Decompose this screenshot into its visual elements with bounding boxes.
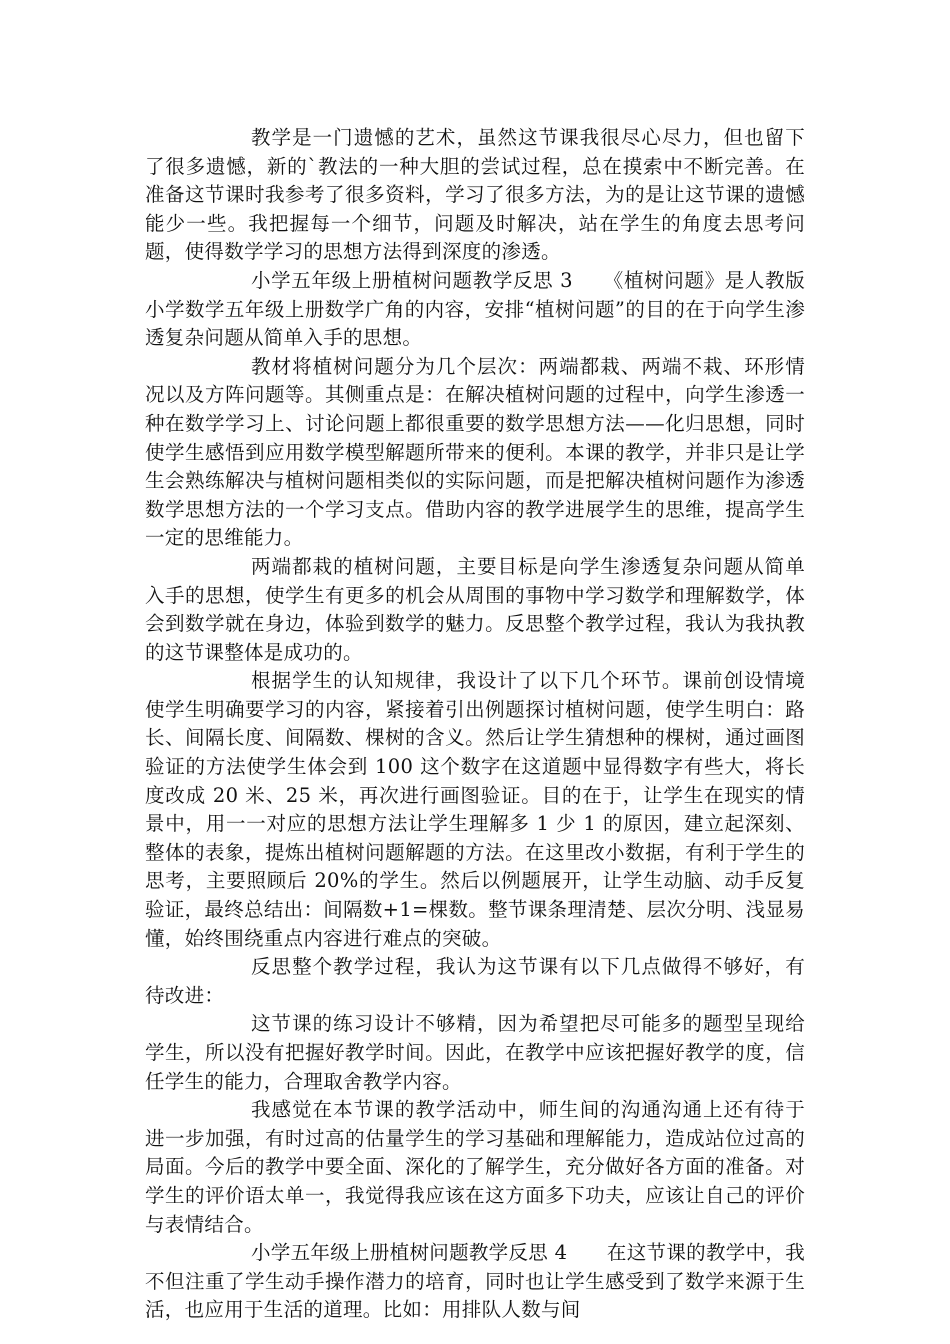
paragraph-exercise-design: 这节课的练习设计不够精，因为希望把尽可能多的题型呈现给学生，所以没有把握好教学时间。因此，在教学中应该把握好教学的度，信任学生的能力，合理取舍教学内容。 (145, 1012, 805, 1093)
paragraph-teacher-student-communication: 我感觉在本节课的教学活动中，师生间的沟通沟通上还有待于进一步加强，有时过高的估量学生的学习基础和理解能力，造成站位过高的局面。今后的教学中要全面、深化的了解学生，充分做好各方面的准备。对学生的评价语太单一，我觉得我应该在这方面多下功夫，应该让自己的评价与表情结合。 (145, 1098, 805, 1236)
paragraph-textbook-levels: 教材将植树问题分为几个层次：两端都栽、两端不栽、环形情况以及方阵问题等。其侧重点是：在解决植树问题的过程中，向学生渗透一种在数学学习上、讨论问题上都很重要的数学思想方法——化归思想，同时使学生感悟到应用数学模型解题所带来的便利。本课的教学，并非只是让学生会熟练解决与植树问题相类似的实际问题，而是把解决植树问题作为渗透数学思想方法的一个学习支点。借助内容的教学进展学生的思维，提高学生一定的思维能力。 (145, 354, 805, 550)
document-body (145, 124, 805, 1325)
paragraph-reflection-4-intro: 小学五年级上册植树问题教学反思 4 在这节课的教学中，我不但注重了学生动手操作潜力的培育，同时也让学生感受到了数学来源于生活，也应用于生活的道理。比如：用排队人数与间 (145, 1241, 805, 1322)
paragraph-reflection-3-intro: 小学五年级上册植树问题教学反思 3 《植树问题》是人教版小学数学五年级上册数学广角的内容，安排“植树问题”的目的在于向学生渗透复杂问题从简单入手的思想。 (145, 268, 805, 350)
paragraph-lesson-steps: 根据学生的认知规律，我设计了以下几个环节。课前创设情境使学生明确要学习的内容，紧接着引出例题探讨植树问题，使学生明白：路长、间隔长度、间隔数、棵树的含义。然后让学生猜想种的棵树，通过画图验证的方法使学生体会到 100 这个数字在这道题中显得数字有些大，将长度改成 20 米、25 米，再次进行画图验证。目的在于，让学生在现实的情景中，用一一对应的思想方法让学生理解多 1 少 1 的原因，建立起深刻、整体的表象，提炼出植树问题解题的方法。在这里改小数据，有利于学生的思考，主要照顾后 20%的学生。然后以例题展开，让学生动脑、动手反复验证，最终总结出：间隔数+1=棵数。整节课条理清楚、层次分明、浅显易懂，始终围绕重点内容进行难点的突破。 (145, 669, 805, 950)
paragraph-both-ends-planted: 两端都栽的植树问题，主要目标是向学生渗透复杂问题从简单入手的思想，使学生有更多的机会从周围的事物中学习数学和理解数学，体会到数学就在身边，体验到数学的魅力。反思整个教学过程，我认为我执教的这节课整体是成功的。 (145, 554, 805, 664)
paragraph-shortcomings-intro: 反思整个教学过程，我认为这节课有以下几点做得不够好，有待改进： (145, 955, 805, 1007)
paragraph-regret-art: 教学是一门遗憾的艺术，虽然这节课我很尽心尽力，但也留下了很多遗憾，新的`教法的一种大胆的尝试过程，总在摸索中不断完善。在准备这节课时我参考了很多资料，学习了很多方法，为的是让这节课的遗憾能少一些。我把握每一个细节，问题及时解决，站在学生的角度去思考问题，使得数学学习的思想方法得到深度的渗透。 (145, 126, 805, 264)
